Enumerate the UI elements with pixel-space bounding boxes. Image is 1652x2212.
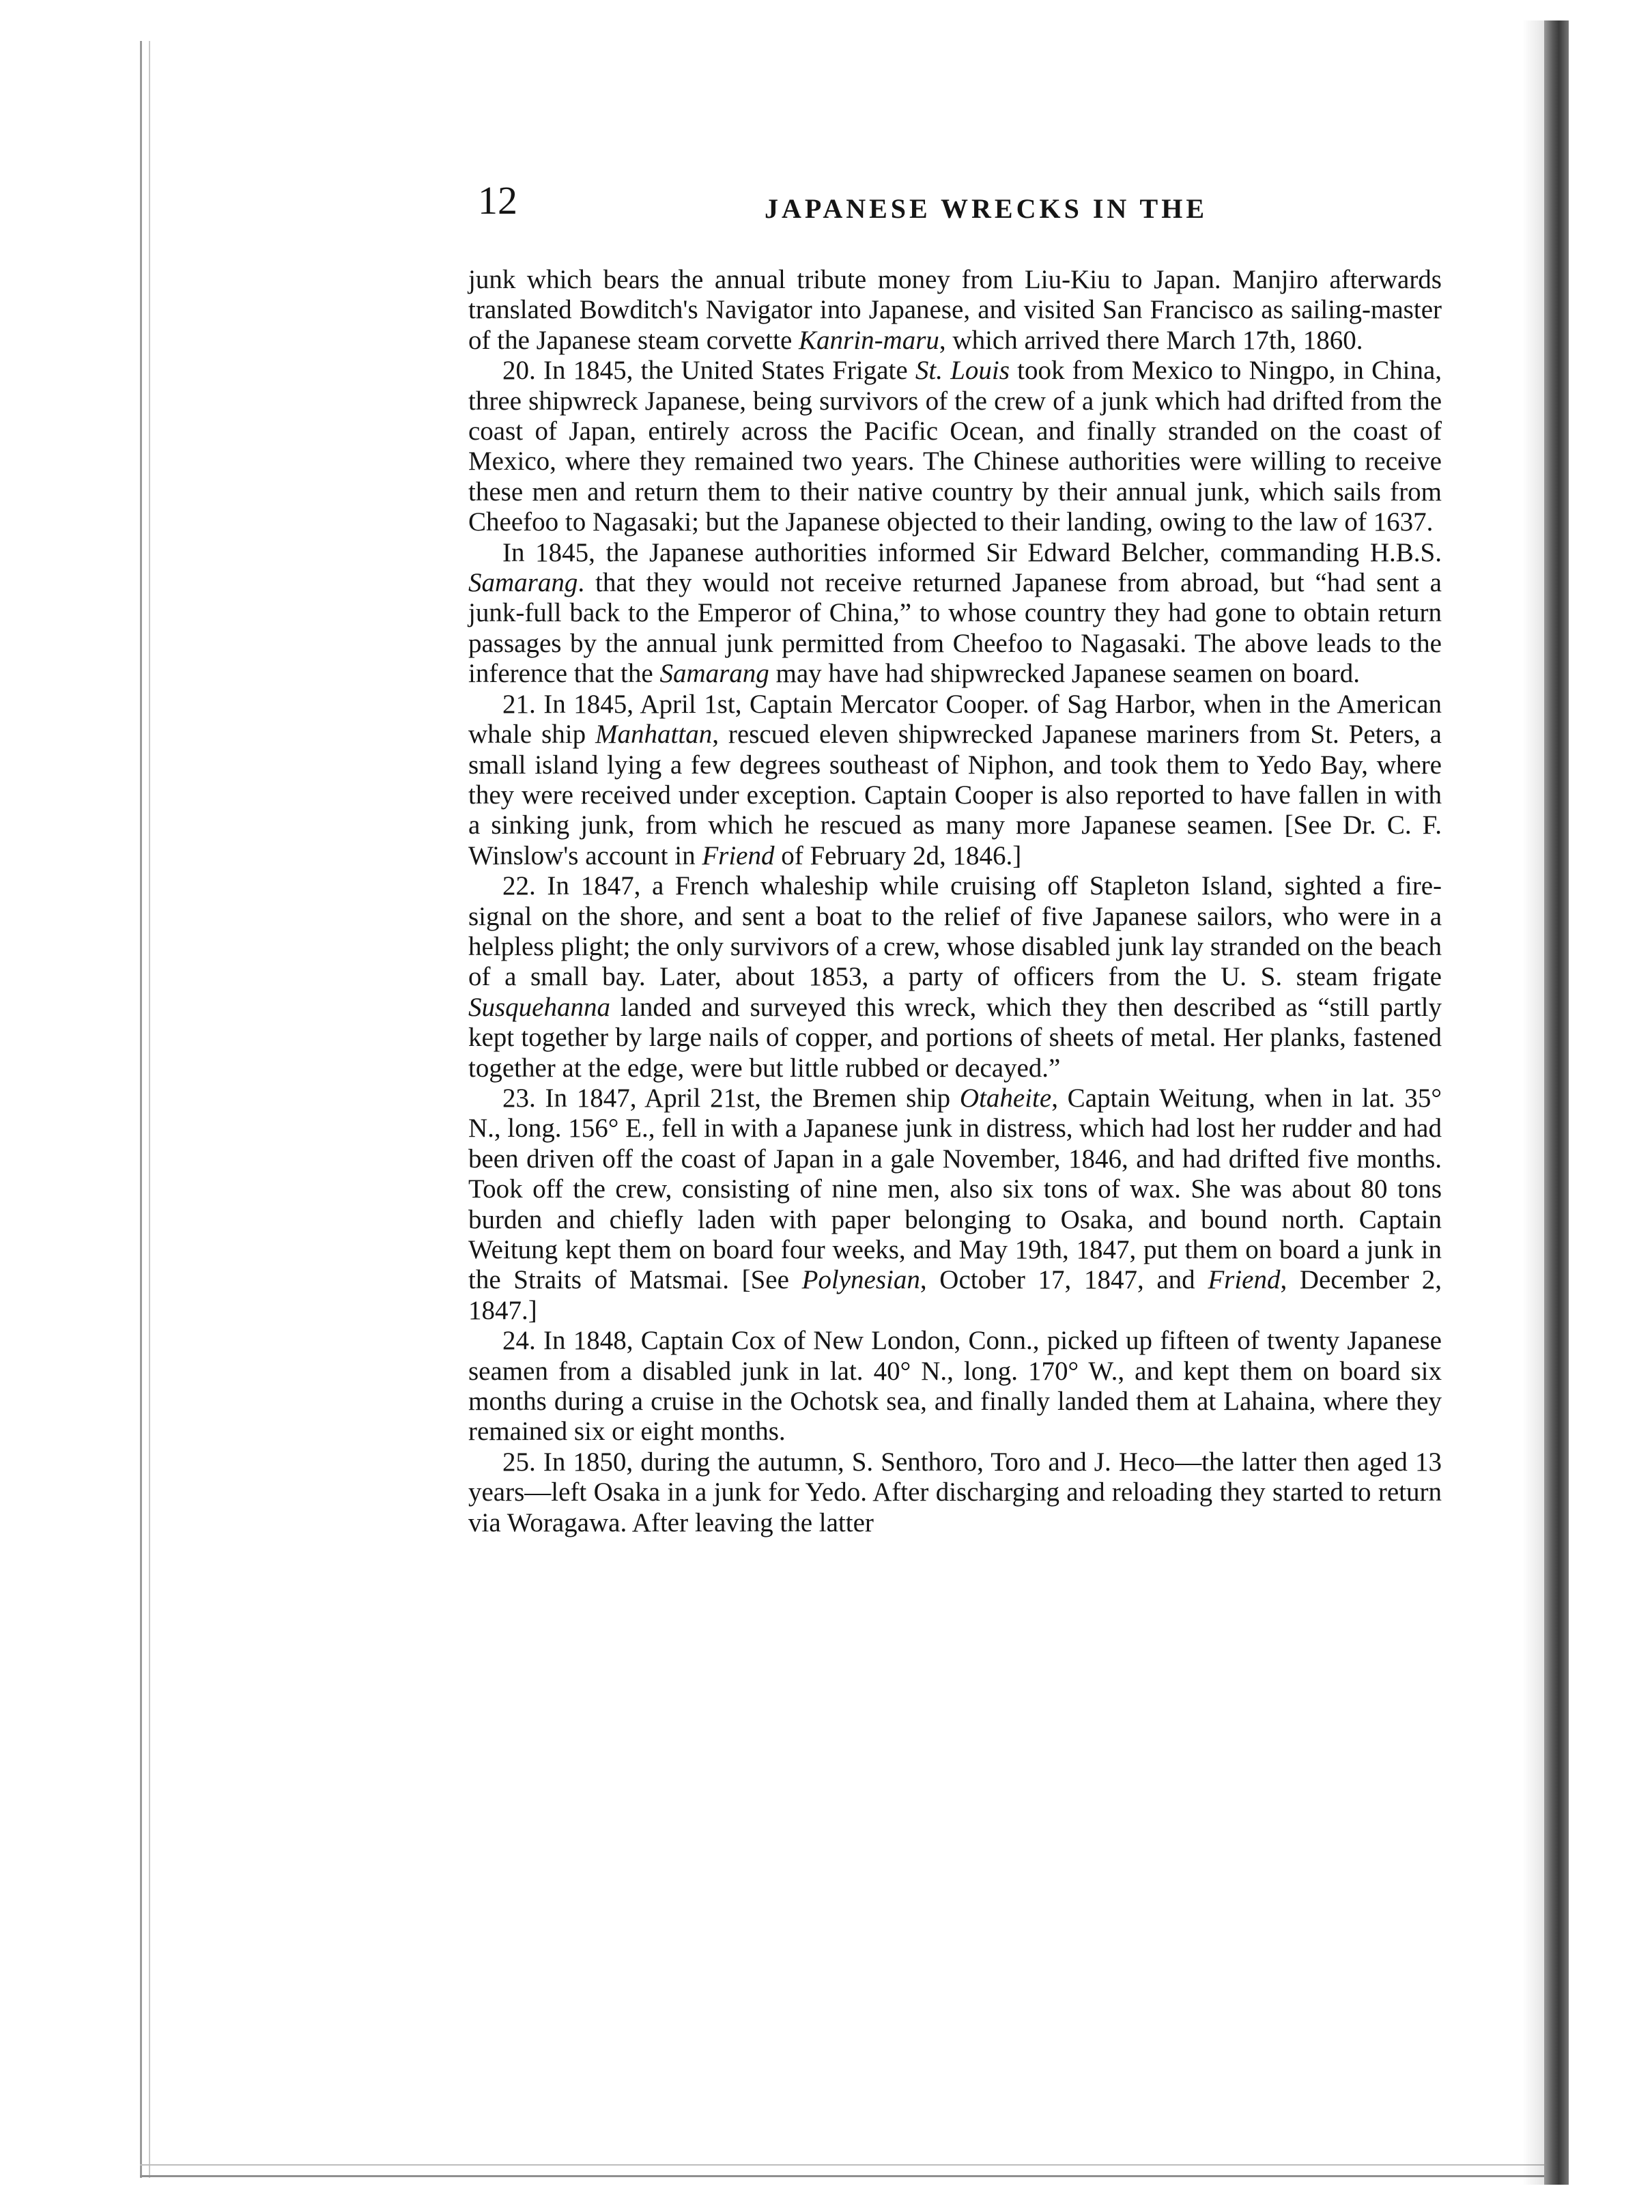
publication-name: Polynesian	[801, 1265, 920, 1295]
binding-shadow	[1522, 20, 1544, 2185]
text-run: of February 2d, 1846.]	[774, 840, 1022, 870]
text-run: 25. In 1850, during the autumn, S. Senthoro, Toro and J. Heco—the latter then aged 13 years—left Osaka in a junk for Yedo. After discharging and reloading they started to return via Woragawa. After leaving the latter	[468, 1447, 1442, 1537]
text-run: may have had shipwrecked Japanese seamen on board.	[769, 659, 1361, 689]
text-run: 24. In 1848, Captain Cox of New London, Conn., picked up fifteen of twenty Japanese seamen from a disabled junk in lat. 40° N., long. 170° W., and kept them on board six months during a cruise in the Ochotsk sea, and finally landed them at Lahaina, where they remained six or eight months.	[468, 1326, 1442, 1447]
text-run: 20. In 1845, the United States Frigate	[502, 356, 915, 386]
book-binding	[1544, 20, 1569, 2185]
paragraph-21	[468, 690, 1442, 871]
paragraph-25	[468, 1447, 1442, 1538]
ship-name: Otaheite	[959, 1083, 1052, 1113]
ship-name: Kanrin-maru	[799, 325, 939, 355]
ship-name: Samarang	[659, 659, 769, 689]
paragraph-belcher	[468, 538, 1442, 690]
ship-name: Susquehanna	[468, 992, 610, 1022]
text-run: 23. In 1847, April 21st, the Bremen ship	[502, 1083, 960, 1113]
text-run: , rescued eleven shipwrecked Japanese mariners from St. Peters, a small island lying a few degrees southeast of Niphon, and took them to Yedo Bay, where they were received under exception. Captain Cooper is also reported to have fallen in with a sinking junk, from which he rescued as many more Japanese seamen. [See Dr. C. F. Winslow's account in	[468, 720, 1442, 870]
text-run: In 1845, the Japanese authorities informed Sir Edward Belcher, commanding H.B.S.	[502, 537, 1442, 567]
text-run: 22. In 1847, a French whaleship while cruising off Stapleton Island, sighted a fire-signal on the shore, and sent a boat to the relief of five Japanese sailors, who were in a helpless plight; the only survivors of a crew, whose disabled junk lay stranded on the beach of a small bay. Later, about 1853, a party of officers from the U. S. steam frigate	[468, 871, 1442, 992]
paragraph-20	[468, 356, 1442, 537]
text-run: 21. In 1845, April 1st, Captain Mercator Cooper. of Sag Harbor, when in the American whale ship	[468, 689, 1442, 750]
page-edge-left	[140, 41, 150, 2178]
text-run: , which arrived there March 17th, 1860.	[939, 325, 1363, 355]
paragraph-23	[468, 1083, 1442, 1326]
paragraph-continuation	[468, 265, 1442, 356]
ship-name: Samarang	[468, 568, 578, 598]
text-run: landed and surveyed this wreck, which they then described as “still partly kept together by large nails of copper, and portions of sheets of metal. Her planks, fastened together at the edge, were but little rubbed or decayed.”	[468, 992, 1442, 1083]
ship-name: St. Louis	[915, 356, 1010, 386]
body-text	[468, 265, 1442, 1538]
text-run: , December 2, 1847.]	[468, 1265, 1442, 1325]
publication-name: Friend	[1208, 1265, 1281, 1295]
paragraph-24	[468, 1326, 1442, 1447]
page-number: 12	[478, 178, 517, 223]
publication-name: Friend	[702, 840, 775, 870]
text-run: took from Mexico to Ningpo, in China, three shipwreck Japanese, being survivors of the crew of a junk which had drifted from the coast of Japan, entirely across the Pacific Ocean, and finally stranded on the coast of Mexico, where they remained two years. The Chinese authorities were willing to receive these men and return them to their native country by their annual junk, which sails from Cheefoo to Nagasaki; but the Japanese objected to their landing, owing to the law of 1637.	[468, 356, 1442, 537]
running-head: JAPANESE WRECKS IN THE	[765, 193, 1208, 224]
paragraph-22	[468, 871, 1442, 1083]
text-run: , October 17, 1847, and	[920, 1265, 1208, 1295]
text-run: junk which bears the annual tribute money from Liu-Kiu to Japan. Manjiro afterwards translated Bowditch's Navigator into Japanese, and visited San Francisco as sailing-master of the Japanese steam corvette	[468, 265, 1442, 355]
text-run: . that they would not receive returned Japanese from abroad, but “had sent a junk-full back to the Emperor of China,” to whose country they had gone to obtain return passages by the annual junk permitted from Cheefoo to Nagasaki. The above leads to the inference that the	[468, 568, 1442, 689]
page-edge-bottom	[140, 2164, 1546, 2177]
text-run: , Captain Weitung, when in lat. 35° N., long. 156° E., fell in with a Japanese junk in distress, which had lost her rudder and had been driven off the coast of Japan in a gale November, 1846, and had drifted five months. Took off the crew, consisting of nine men, also six tons of wax. She was about 80 tons burden and chiefly laden with paper belonging to Osaka, and bound north. Captain Weitung kept them on board four weeks, and May 19th, 1847, put them on board a junk in the Straits of Matsmai. [See	[468, 1083, 1442, 1295]
page-header	[478, 179, 1447, 233]
ship-name: Manhattan	[595, 720, 713, 750]
